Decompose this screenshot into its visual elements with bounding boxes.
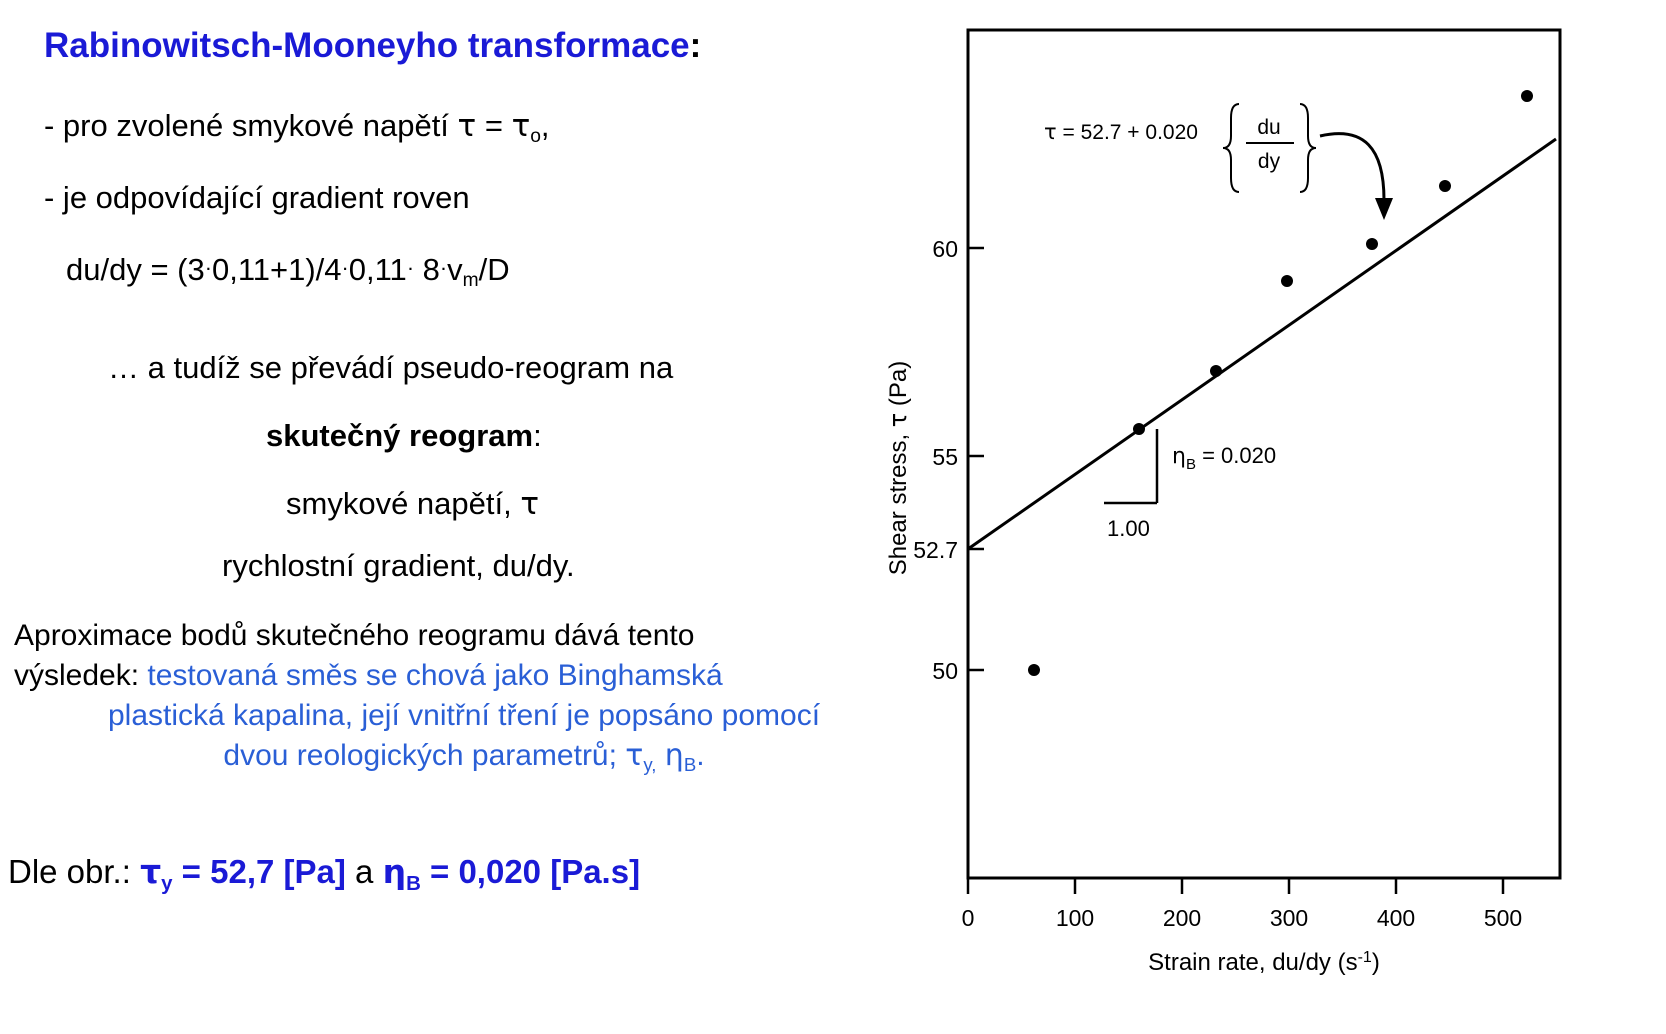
data-point (1521, 90, 1533, 102)
fraction-numerator: du (1257, 116, 1281, 139)
final-prefix: Dle obr.: (8, 853, 141, 890)
final-and: a (345, 853, 383, 890)
formula-line: $du/dy = (3\cdot 0,11+1)/4\cdot 0,11\cdot 8\cdot v_m/D$ (66, 252, 510, 292)
data-point (1439, 180, 1451, 192)
conclusion-paragraph (14, 616, 914, 776)
page-title (44, 26, 701, 66)
slope-triangle-vertical-label: $\eta_B = 0.020$ (1172, 443, 1277, 473)
final-result-line (8, 852, 641, 895)
x-tick-label-500: 500 (1483, 905, 1523, 931)
x-tick-label-100: 100 (1055, 905, 1095, 931)
y-tick-label-55: 55 (932, 444, 958, 470)
final-tau-value: $\tau_y = 52,7$ [Pa] (140, 852, 346, 895)
x-tick-label-200: 200 (1162, 905, 1202, 931)
data-point (1281, 275, 1293, 287)
y-tick-label-60: 60 (932, 236, 958, 262)
bullet-5: smykové napětí, τ (286, 486, 540, 522)
final-eta-value: $\eta_B = 0,020$ [Pa.s] (382, 852, 641, 895)
x-axis-title: Strain rate, du/dy $(s^{-1})$ (1148, 949, 1380, 976)
x-tick-label-0: 0 (961, 905, 975, 931)
data-point (1366, 238, 1378, 250)
conclusion-black-part: Aproximace bodů skutečného reogramu dává tento výsledek: testovaná směs se chová jako Binghamská (14, 619, 723, 692)
page-title-text: Rabinowitsch-Mooneyho transformace (44, 26, 690, 65)
data-point (1210, 365, 1222, 377)
x-axis-tick-labels (962, 905, 1523, 931)
data-point (1028, 664, 1040, 676)
x-tick-label-400: 400 (1376, 905, 1416, 931)
y-tick-label-50: 50 (932, 658, 958, 684)
bullet-1: - pro zvolené smykové napětí $\tau = \tau_o$, (44, 108, 550, 148)
bullet-3: … a tudíž se převádí pseudo-reogram na (108, 350, 674, 385)
conclusion-blue-part: plastická kapalina, její vnitřní tření je popsáno pomocí dvou reologických parametrů; $\tau_{y,}$ $\eta_B$. (107, 698, 821, 775)
fit-equation-text: τ = 52.7 + 0.020 (1044, 120, 1198, 144)
data-point (1133, 423, 1145, 435)
x-tick-label-300: 300 (1269, 905, 1309, 931)
fraction-denominator: dy (1257, 150, 1281, 173)
y-axis-tick-labels (913, 236, 958, 684)
page-title-colon: : (689, 26, 702, 65)
bullet-4: skutečný reogram: (266, 418, 542, 453)
slope-triangle-horizontal-label: 1.00 (1107, 516, 1150, 541)
y-tick-label-52-7: 52.7 (913, 537, 958, 563)
chart-figure (872, 8, 1658, 1026)
bullet-6: rychlostní gradient, du/dy. (222, 548, 575, 583)
y-axis-title: Shear stress, τ (Pa) (884, 360, 912, 576)
x-axis-ticks (968, 878, 1503, 894)
bullet-2: - je odpovídající gradient roven (44, 180, 470, 215)
